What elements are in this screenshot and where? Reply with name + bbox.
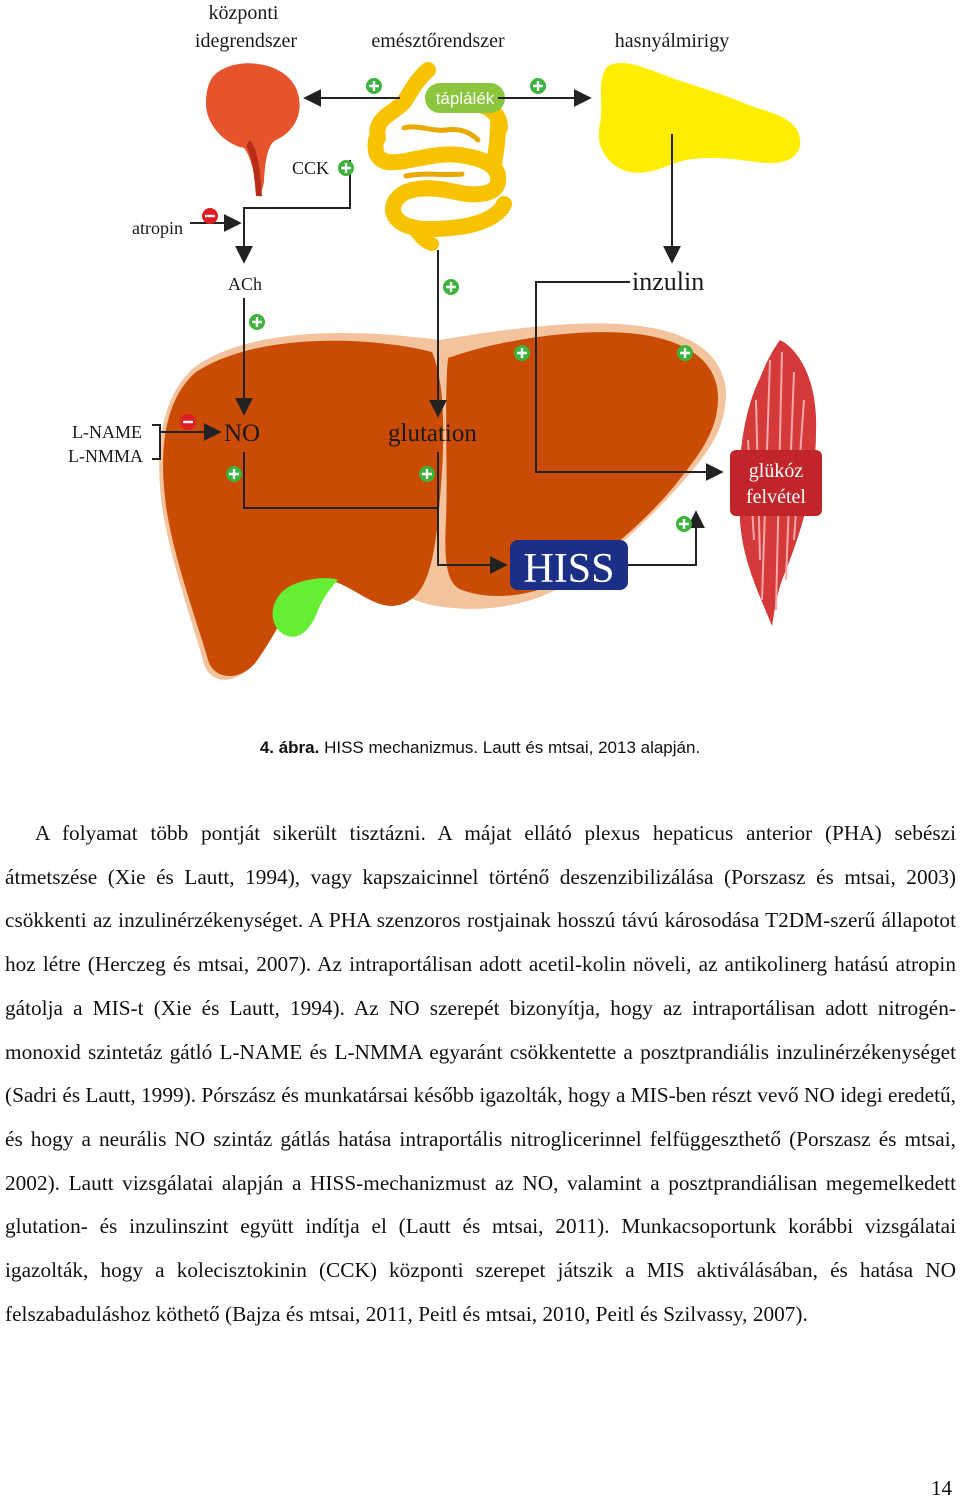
no-label: NO [224, 420, 261, 447]
plus-icon [530, 78, 546, 94]
figure-caption [0, 738, 960, 758]
pancreas-label: hasnyálmirigy [614, 30, 730, 52]
plus-icon [338, 160, 354, 176]
body-paragraph: A folyamat több pontját sikerült tisztázni. A májat ellátó plexus hepaticus anterior (PHA) sebészi átmetszése (Xie és Lautt, 1994), vagy kapszaicinnel történő deszenzibilizálása (Porszasz és mtsai, 2003) csökkenti az inzulinérzékenységet. A PHA szenzoros rostjainak hosszú távú károsodása T2DM-szerű állapotot hoz létre (Herczeg és mtsai, 2007). Az intraportálisan adott acetil-kolin növeli, az antikolinerg hatású atropin gátolja a MIS-t (Xie és Lautt, 1994). Az NO szerepét bizonyítja, hogy az intraportálisan adott nitrogén-monoxid szintetáz gátló L-NAME és L-NMMA egyaránt csökkentette a posztprandiális inzulinérzékenységet (Sadri és Lautt, 1999). Pórszász és munkatársai később igazolták, hogy a MIS-ben részt vevő NO idegi eredetű, és hogy a neurális NO szintáz gátlás hatása intraportális nitroglicerinnel felfüggeszthető (Porszasz és mtsai, 2002). Lautt vizsgálatai alapján a HISS-mechanizmust az NO, valamint a posztprandiálisan megemelkedett glutation- és inzulinszint együtt indítja el (Lautt és mtsai, 2011). Munkacsoportunk korábbi vizsgálatai igazolták, hogy a kolecisztokinin (CCK) központi szerepet játszik a MIS aktiválásában, és hatása NO felszabaduláshoz köthető (Bajza és mtsai, 2011, Peitl és mtsai, 2010, Peitl és Szilvassy, 2007). [5, 821, 956, 1326]
nutrient-pill [425, 83, 505, 113]
page-number: 14 [931, 1476, 952, 1500]
plus-icon [366, 78, 382, 94]
svg-text:táplálék: táplálék [435, 89, 495, 108]
svg-text:glükóz: glükóz [748, 460, 804, 482]
lnmma-label: L-NMMA [68, 446, 143, 466]
digestive-label: emésztőrendszer [371, 30, 505, 52]
figure-number: 4. ábra. [259, 738, 320, 757]
lname-label: L-NAME [72, 422, 142, 442]
cns-label: központi idegrendszer [194, 2, 298, 52]
glutathione-label: glutation [388, 420, 477, 447]
plus-icon [226, 466, 242, 482]
glucose-uptake-box [730, 450, 822, 516]
plus-icon [677, 345, 693, 361]
svg-text:felvétel: felvétel [746, 486, 806, 508]
hiss-box [510, 540, 628, 592]
plus-icon [419, 466, 435, 482]
svg-text:HISS: HISS [523, 546, 615, 592]
minus-icon [202, 208, 218, 224]
figure-caption-text: HISS mechanizmus. Lautt és mtsai, 2013 alapján. [319, 738, 701, 757]
plus-icon [249, 314, 265, 330]
brain-icon [206, 63, 300, 198]
plus-icon [514, 345, 530, 361]
minus-icon [180, 414, 196, 430]
ach-label: ACh [228, 274, 263, 294]
plus-icon [443, 279, 459, 295]
body-paragraph-container [5, 812, 956, 1336]
pancreas-icon [599, 63, 800, 173]
cck-label: CCK [292, 158, 330, 178]
atropine-label: atropin [132, 218, 183, 238]
hiss-mechanism-figure [0, 0, 960, 700]
plus-icon [676, 516, 692, 532]
insulin-label: inzulin [632, 267, 705, 296]
